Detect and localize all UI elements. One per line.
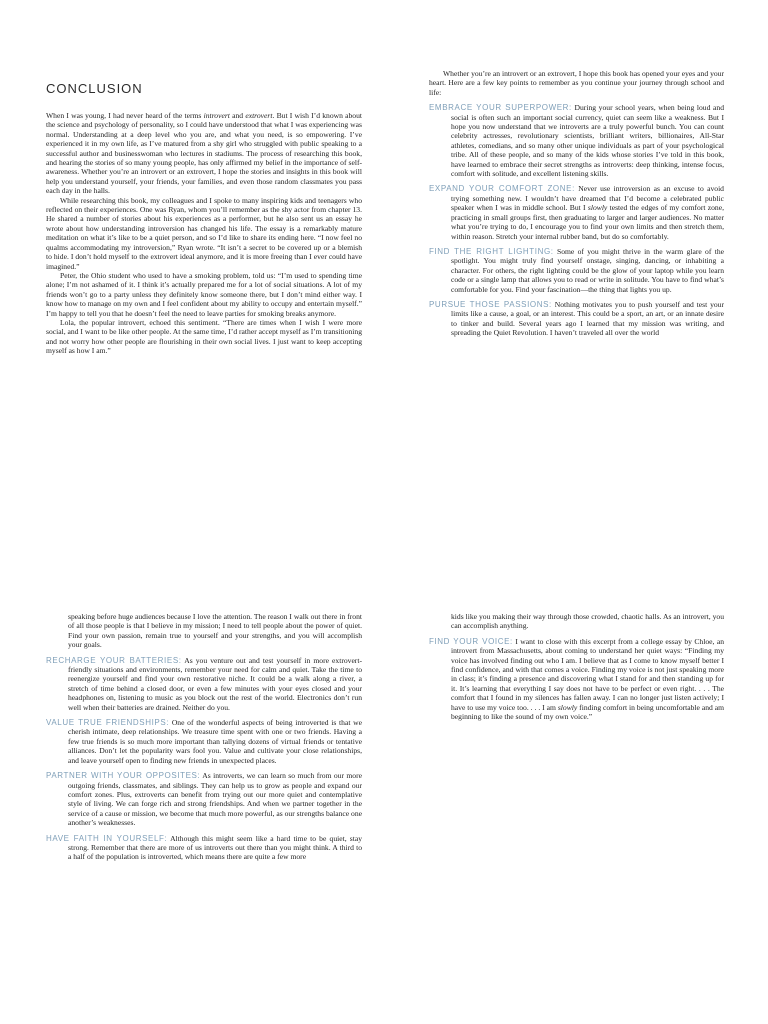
- key-point-passions: PURSUE THOSE PASSIONS: Nothing motivates you to push yourself and test your limits like a cause, a goal, or an interest. This could be a sport, an art, or an innate desire to tinker and build. Several years ago I learned that my mission was writing, and spreading the Quiet Revolution. I haven’t traveled all over the world: [429, 299, 724, 338]
- page-bottom-left: [46, 612, 362, 862]
- paragraph: While researching this book, my colleagues and I spoke to many inspiring kids and teenagers who reflected on their experiences. One was Ryan, whom you’ll remember as the shy actor from chapter 13. He shared a number of stories about his experiences as a performer, but he also sent us an essay he wrote about how understanding introversion has changed his life. The essay is a remarkably mature meditation on what it’s like to be a quiet person, and so I’d like to share its ending here. “I now feel no qualms accommodating my introversion,” Ryan wrote. “It isn’t a secret to be covered up or a blemish to hide. I don’t hold myself to the extrovert ideal anymore, and it is more freeing than I ever could have imagined.”: [46, 195, 362, 271]
- key-point-opposites: PARTNER WITH YOUR OPPOSITES: As introverts, we can learn so much from our more outgoing friends, classmates, and siblings. They can help us to grow as people and expand our comfort zones. Plus, extroverts can benefit from trying out our more quiet and contemplative style of living. We can forge rich and strong friendships. And when we partner together in the service of a cause or mission, we become that much more powerful, as our strengths balance one another’s weaknesses.: [46, 771, 362, 828]
- continued-text: speaking before huge audiences because I love the attention. The reason I walk out there in front of all those people is that I believe in my mission; I need to tell people about the power of quiet. Find your own passion, remain true to yourself and your strengths, and you will accomplish your goals.: [68, 612, 362, 650]
- heading: PARTNER WITH YOUR OPPOSITES:: [46, 771, 201, 781]
- heading: VALUE TRUE FRIENDSHIPS:: [46, 718, 170, 728]
- heading: RECHARGE YOUR BATTERIES:: [46, 655, 182, 665]
- key-point-voice: FIND YOUR VOICE: I want to close with this excerpt from a college essay by Chloe, an introvert from Massachusetts, about coming to understand her quiet ways: “Finding my voice has involved finding out who I am. I believe that as I come to know myself better I find confidence, and with that comes a voice. Finding my voice is not just speaking more in class; it’s finding a presence and discovering what I stand for and then standing up for it. It’s learning that everything I say does not have to be perfect or even right. . . . The comfort that I found in my silences has fallen away. I can no longer just listen actively; I have to use my voice too. . . . I am slowly finding comfort in being uncomfortable and am beginning to like the sound of my own voice.”: [429, 636, 725, 722]
- key-point-faith: HAVE FAITH IN YOURSELF: Although this might seem like a hard time to be quiet, stay strong. Remember that there are more of us introverts out there than you might think. A third to a half of the population is introverted, which means there are quite a few more: [46, 833, 362, 862]
- continued-text: kids like you making their way through those crowded, chaotic halls. As an introvert, you can accomplish anything.: [451, 612, 724, 631]
- heading: PURSUE THOSE PASSIONS:: [429, 299, 552, 309]
- page-top-left: [46, 111, 362, 356]
- key-point-superpower: EMBRACE YOUR SUPERPOWER: During your school years, when being loud and social is often such an important social currency, quiet can seem like a weakness. But I hope you now understand that we introverts are a truly powerful bunch. You can count celebrity actresses, revolutionary scientists, brilliant writers, billionaires, All-Star athletes, comedians, and so many other unique individuals as part of your psychological tribe. All of these people, and so many of the kids whose stories I’ve told in this book, have learned to embrace their secret strengths as introverts: deep thinking, intense focus, comfort with solitude, and excellent listening skills.: [429, 103, 724, 179]
- page-bottom-right: [429, 612, 724, 721]
- intro-paragraph: Whether you’re an introvert or an extrovert, I hope this book has opened your eyes and your heart. Here are a few key points to remember as you continue your journey through school and life:: [429, 69, 724, 97]
- heading: EXPAND YOUR COMFORT ZONE:: [429, 184, 575, 194]
- paragraph: When I was young, I had never heard of the terms introvert and extrovert. But I wish I’d known about the science and psychology of personality, so I could have understood that what I was experiencing was normal. Understanding at a deep level who you are, and what you need, is so empowering. I’ve experienced it in my own life, as I’ve matured from a shy girl who struggled with public speaking to a successful author and businesswoman who lectures in stadiums. The process of researching this book, and hearing the stories of so many young people, has only affirmed my belief in the importance of self-awareness. Whether you’re an introvert or an extrovert, I hope the stories and insights in this book will help you understand yourself, your friends, your families, and even those random classmates you pass each day in the halls.: [46, 111, 362, 196]
- heading: FIND THE RIGHT LIGHTING:: [429, 246, 554, 256]
- page-top-right: [429, 69, 724, 338]
- key-point-recharge: RECHARGE YOUR BATTERIES: As you venture out and test yourself in more extrovert-friendly situations and environments, remember your need for calm and quiet. Take the time to reenergize yourself and find your own restorative niche. It could be a walk along a river, a stretch of time behind a closed door, or even a few minutes with your eyes closed and your headphones on, listening to music as you block out the rest of the world. Electronics don’t run well when their batteries are drained. Neither do you.: [46, 655, 362, 712]
- chapter-title: CONCLUSION: [46, 81, 143, 96]
- key-point-comfort-zone: EXPAND YOUR COMFORT ZONE: Never use introversion as an excuse to avoid trying something new. I wouldn’t have dreamed that I’d become a celebrated public speaker when I was in middle school. But I slowly tested the edges of my comfort zone, practicing in small groups first, then graduating to larger and larger audiences. No matter what you’re trying to do, I encourage you to find your own limits and then stretch them, within reason. Stretch your internal rubber band, but do so comfortably.: [429, 184, 724, 241]
- key-point-friendships: VALUE TRUE FRIENDSHIPS: One of the wonderful aspects of being introverted is that we cherish intimate, deep relationships. We treasure time spent with one or two friends. Having a few true friends is so much more important than tallying dozens of virtual friends or tentative alliances. Don’t let the popularity wars fool you. Value and cultivate your close relationships, and leave yourself open to finding new friends in unexpected places.: [46, 718, 362, 765]
- heading: HAVE FAITH IN YOURSELF:: [46, 833, 168, 843]
- heading: FIND YOUR VOICE:: [429, 636, 513, 646]
- heading: EMBRACE YOUR SUPERPOWER:: [429, 103, 572, 113]
- paragraph: Peter, the Ohio student who used to have a smoking problem, told us: “I’m used to spending time alone; I’m not ashamed of it. I think it’s actually prepared me for a lot of social situations. A lot of my friends won’t go to a party unless they definitely know someone there, but I don’t mind either way. I know how to manage on my own and I feel confident about my ability to occupy and entertain myself.” I’m happy to tell you that he doesn’t feel the need to leave parties for smoking breaks anymore.: [46, 270, 362, 318]
- paragraph: Lola, the popular introvert, echoed this sentiment. “There are times when I wish I were more social, and I want to be like other people. At the same time, I’d rather accept myself as I’m transitioning and not worry how other people are flourishing in their own social lives. I just want to keep accepting myself as how I am.”: [46, 317, 362, 356]
- key-point-lighting: FIND THE RIGHT LIGHTING: Some of you might thrive in the warm glare of the spotlight. You might truly find yourself onstage, singing, dancing, or inhabiting a character. For others, the right lighting could be the glow of your laptop while you learn code or a single lamp that allows you to read or write in solitude. You have to find what’s comfortable for you. Find your fascination—the thing that lights you up.: [429, 246, 724, 294]
